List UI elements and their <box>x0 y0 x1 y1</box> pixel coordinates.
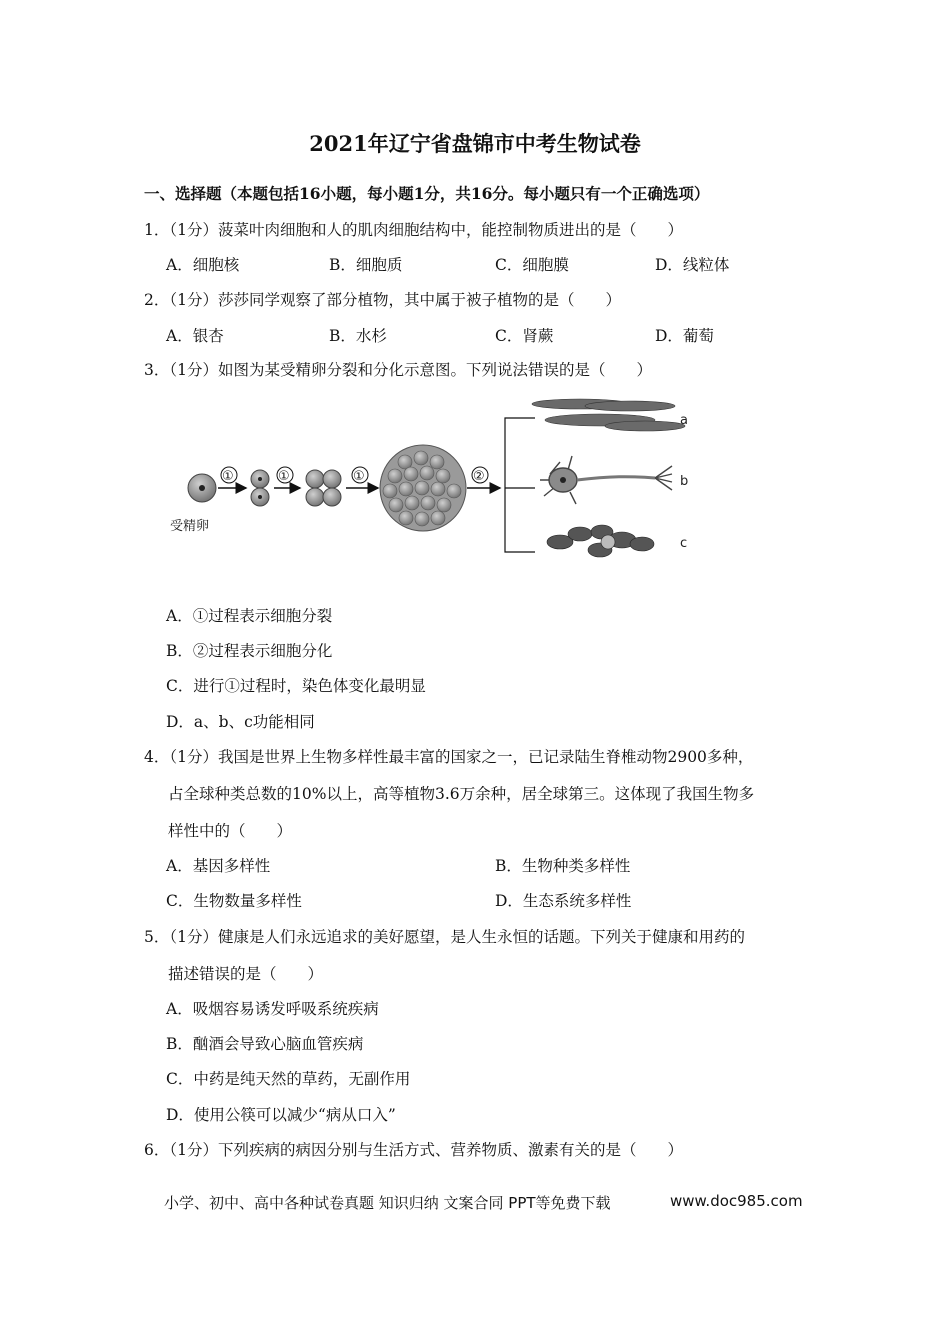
footer-text: 小学、初中、高中各种试卷真题 知识归纳 文案合同 PPT等免费下载 <box>164 1194 611 1212</box>
question-2-option-b: B．水杉 <box>329 327 387 345</box>
question-5-stem-line-1: 5．（1分）健康是人们永远追求的美好愿望，是人生永恒的话题。下列关于健康和用药的 <box>144 928 745 946</box>
zygote-icon <box>188 474 216 502</box>
step-2-label: ② <box>473 469 485 484</box>
two-cell-icon <box>251 470 269 506</box>
question-2-stem: 2．（1分）莎莎同学观察了部分植物，其中属于被子植物的是（ ） <box>144 291 621 309</box>
question-3-option-b: B．②过程表示细胞分化 <box>166 642 333 660</box>
question-5-stem-line-2: 描述错误的是（ ） <box>168 965 324 983</box>
question-4-stem-line-2: 占全球种类总数的10%以上，高等植物3.6万余种，居全球第三。这体现了我国生物多 <box>168 785 755 803</box>
question-3-option-d: D．a、b、c功能相同 <box>166 713 315 731</box>
step-1-label-c: ① <box>353 469 365 484</box>
question-2-option-c: C．肾蕨 <box>495 327 554 345</box>
four-cell-icon <box>306 470 341 506</box>
cell-division-differentiation-figure <box>160 392 720 567</box>
question-4-stem-line-1: 4．（1分）我国是世界上生物多样性最丰富的国家之一，已记录陆生脊椎动物2900多种， <box>144 748 754 766</box>
branch-bracket <box>505 418 535 552</box>
question-1-option-c: C．细胞膜 <box>495 256 569 274</box>
question-3-option-c: C．进行①过程时，染色体变化最明显 <box>166 677 426 695</box>
label-a: a <box>680 413 688 428</box>
question-1-option-b: B．细胞质 <box>329 256 403 274</box>
question-3-stem: 3．（1分）如图为某受精卵分裂和分化示意图。下列说法错误的是（ ） <box>144 361 652 379</box>
question-4-option-a: A．基因多样性 <box>166 857 271 875</box>
question-3-option-a: A．①过程表示细胞分裂 <box>166 607 333 625</box>
question-5-option-c: C．中药是纯天然的草药，无副作用 <box>166 1070 411 1088</box>
neuron-icon <box>540 456 672 504</box>
question-4-option-d: D．生态系统多样性 <box>495 892 632 910</box>
question-4-option-b: B．生物种类多样性 <box>495 857 631 875</box>
page-title: 2021年辽宁省盘锦市中考生物试卷 <box>309 131 641 156</box>
question-2-option-a: A．银杏 <box>166 327 224 345</box>
section-heading: 一、选择题（本题包括16小题，每小题1分，共16分。每小题只有一个正确选项） <box>144 184 710 203</box>
blood-cells-icon <box>547 525 654 557</box>
question-4-option-c: C．生物数量多样性 <box>166 892 302 910</box>
zygote-label: 受精卵 <box>170 519 210 534</box>
question-1-option-d: D．线粒体 <box>655 256 730 274</box>
question-5-option-a: A．吸烟容易诱发呼吸系统疾病 <box>166 1000 379 1018</box>
cell-cluster-icon <box>380 445 466 531</box>
step-1-label-b: ① <box>278 469 290 484</box>
question-1-stem: 1．（1分）菠菜叶肉细胞和人的肌肉细胞结构中，能控制物质进出的是（ ） <box>144 221 683 239</box>
label-b: b <box>680 474 689 489</box>
muscle-cells-icon <box>532 399 685 431</box>
step-1-label-a: ① <box>222 469 234 484</box>
footer-url[interactable]: www.doc985.com <box>670 1192 803 1210</box>
question-5-option-d: D．使用公筷可以减少“病从口入” <box>166 1106 396 1124</box>
question-1-option-a: A．细胞核 <box>166 256 240 274</box>
label-c: c <box>680 536 688 551</box>
question-2-option-d: D．葡萄 <box>655 327 714 345</box>
question-5-option-b: B．酗酒会导致心脑血管疾病 <box>166 1035 364 1053</box>
question-6-stem: 6．（1分）下列疾病的病因分别与生活方式、营养物质、激素有关的是（ ） <box>144 1141 683 1159</box>
question-4-stem-line-3: 样性中的（ ） <box>168 822 293 840</box>
